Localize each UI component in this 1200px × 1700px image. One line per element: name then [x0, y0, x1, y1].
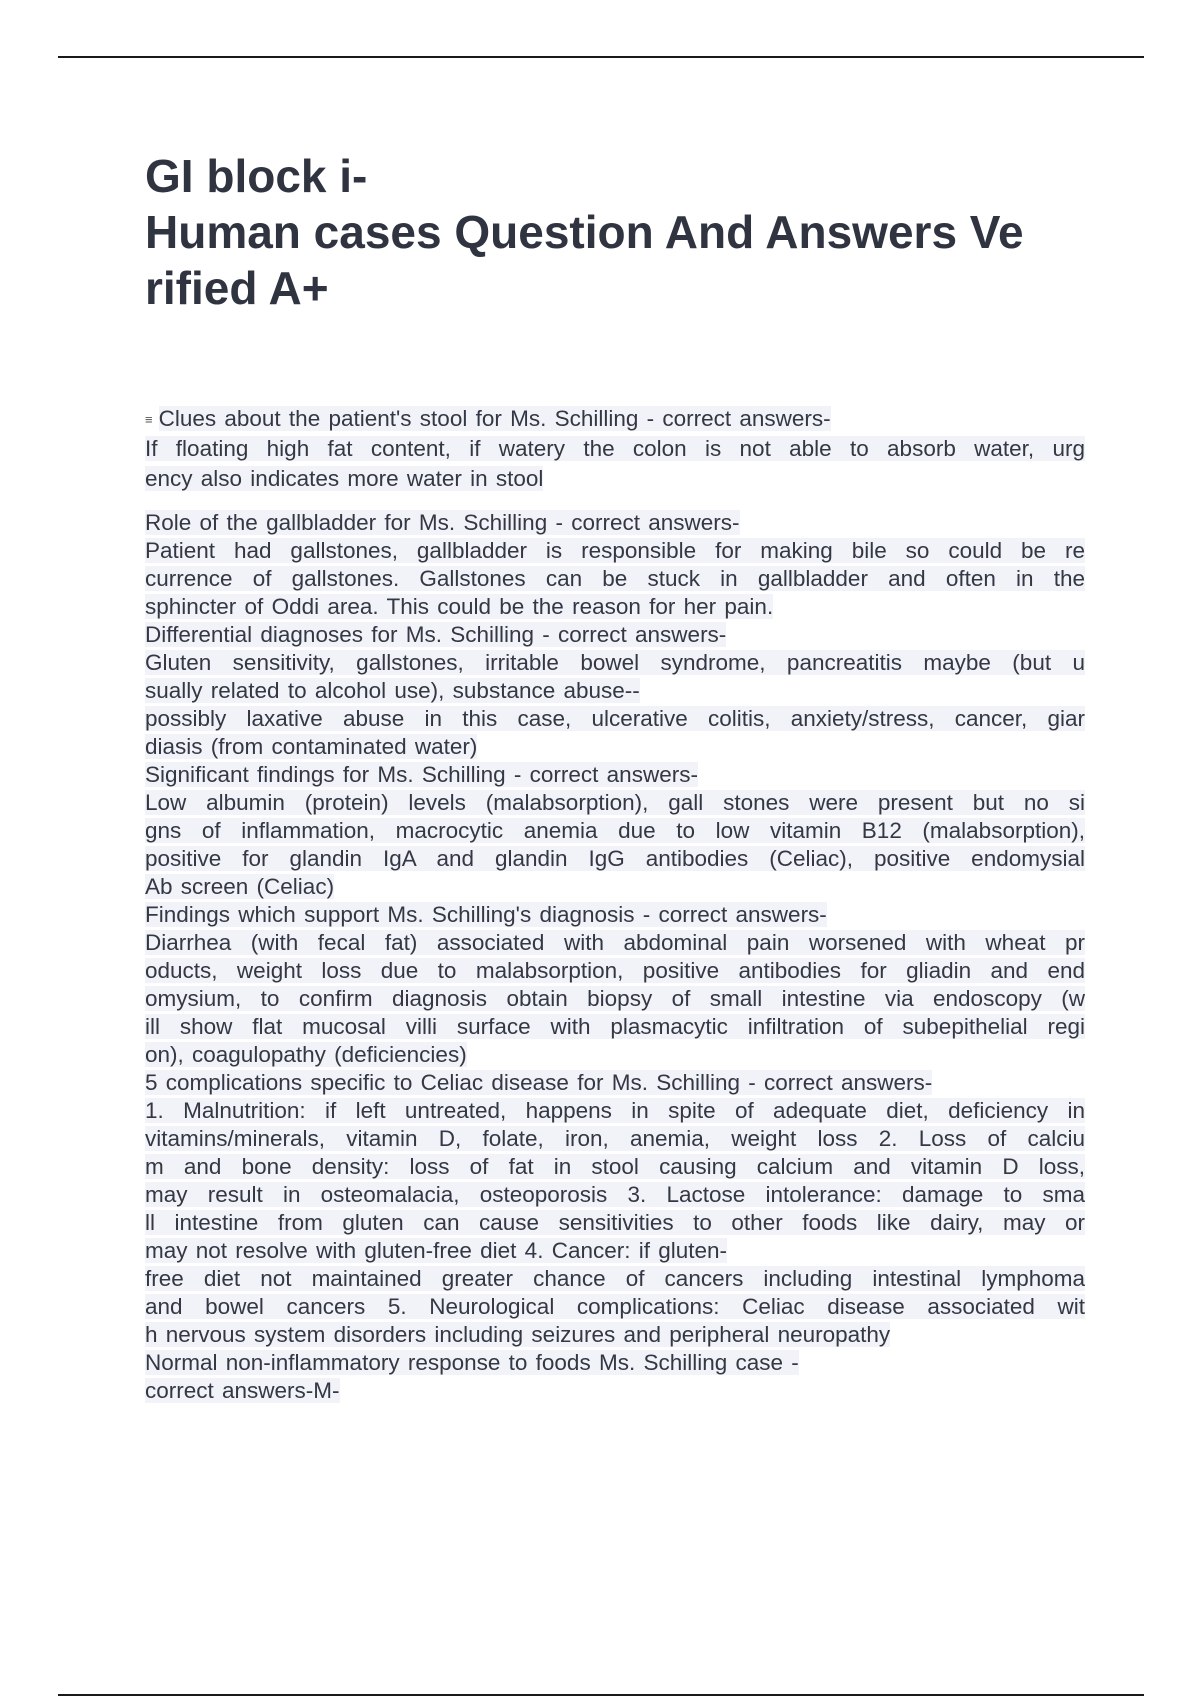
text-line: Diarrhea (with fecal fat) associated with abdominal pain worsened with wheat pr — [145, 930, 1085, 955]
text-line: Significant findings for Ms. Schilling - correct answers- — [145, 762, 698, 787]
text-line: Findings which support Ms. Schilling's diagnosis - correct answers- — [145, 902, 827, 927]
text-line: diasis (from contaminated water) — [145, 734, 478, 759]
text-line: Differential diagnoses for Ms. Schilling - correct answers- — [145, 622, 727, 647]
title-line: rified A+ — [145, 262, 329, 314]
list-bullet-icon: ≡ — [145, 412, 153, 428]
text-line: oducts, weight loss due to malabsorption, positive antibodies for gliadin and end — [145, 958, 1085, 983]
text-line: sually related to alcohol use), substance abuse-- — [145, 678, 640, 703]
text-line: omysium, to confirm diagnosis obtain biopsy of small intestine via endoscopy (w — [145, 986, 1085, 1011]
text-line: m and bone density: loss of fat in stool causing calcium and vitamin D loss, — [145, 1154, 1085, 1179]
text-line: ency also indicates more water in stool — [145, 466, 544, 491]
text-line: gns of inflammation, macrocytic anemia due to low vitamin B12 (malabsorption), — [145, 818, 1085, 843]
qa-body — [145, 509, 1085, 1405]
text-line: 5 complications specific to Celiac disease for Ms. Schilling - correct answers- — [145, 1070, 933, 1095]
top-rule — [58, 56, 1144, 58]
text-line: If floating high fat content, if watery the colon is not able to absorb water, urg — [145, 436, 1085, 461]
document-title — [145, 148, 1085, 316]
text-line: Low albumin (protein) levels (malabsorption), gall stones were present but no si — [145, 790, 1085, 815]
title-line: Human cases Question And Answers Ve — [145, 206, 1024, 258]
bottom-rule — [58, 1694, 1144, 1696]
text-line: may not resolve with gluten-free diet 4. Cancer: if gluten- — [145, 1238, 728, 1263]
text-line: Ab screen (Celiac) — [145, 874, 335, 899]
text-line: on), coagulopathy (deficiencies) — [145, 1042, 467, 1067]
text-line: vitamins/minerals, vitamin D, folate, iron, anemia, weight loss 2. Loss of calciu — [145, 1126, 1085, 1151]
text-line: may result in osteomalacia, osteoporosis 3. Lactose intolerance: damage to sma — [145, 1182, 1085, 1207]
text-line: Role of the gallbladder for Ms. Schilling - correct answers- — [145, 510, 740, 535]
text-line: Gluten sensitivity, gallstones, irritable bowel syndrome, pancreatitis maybe (but u — [145, 650, 1085, 675]
text-line: free diet not maintained greater chance of cancers including intestinal lymphoma — [145, 1266, 1085, 1291]
text-line: Patient had gallstones, gallbladder is responsible for making bile so could be re — [145, 538, 1085, 563]
text-line: ill show flat mucosal villi surface with plasmacytic infiltration of subepithelial regi — [145, 1014, 1085, 1039]
text-line: positive for glandin IgA and glandin IgG antibodies (Celiac), positive endomysial — [145, 846, 1085, 871]
text-line: currence of gallstones. Gallstones can be stuck in gallbladder and often in the — [145, 566, 1085, 591]
text-line: Normal non-inflammatory response to foods Ms. Schilling case - — [145, 1350, 799, 1375]
text-line: h nervous system disorders including seizures and peripheral neuropathy — [145, 1322, 891, 1347]
paragraph-gap — [145, 494, 1085, 509]
text-line: ≡ Clues about the patient's stool for Ms. Schilling - correct answers- — [145, 406, 831, 431]
text-line: possibly laxative abuse in this case, ulcerative colitis, anxiety/stress, cancer, giar — [145, 706, 1085, 731]
text-line: correct answers-M- — [145, 1378, 340, 1403]
first-qa-block — [145, 404, 1085, 494]
text-line: ll intestine from gluten can cause sensitivities to other foods like dairy, may or — [145, 1210, 1085, 1235]
text-line: sphincter of Oddi area. This could be the reason for her pain. — [145, 594, 774, 619]
text-line: and bowel cancers 5. Neurological complications: Celiac disease associated wit — [145, 1294, 1085, 1319]
text-line: 1. Malnutrition: if left untreated, happens in spite of adequate diet, deficiency in — [145, 1098, 1085, 1123]
title-line: GI block i- — [145, 150, 368, 202]
document-body — [145, 404, 1085, 1405]
